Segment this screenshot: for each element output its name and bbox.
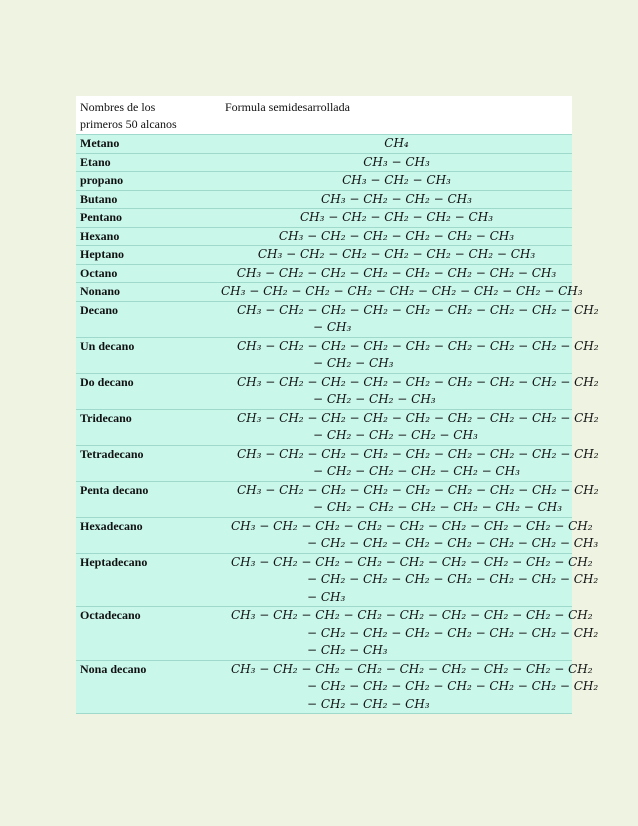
header-name-column xyxy=(76,96,217,135)
table-header-row xyxy=(76,96,572,135)
alkane-name: propano xyxy=(76,172,217,191)
formula-line: − CH₃ xyxy=(313,320,352,334)
table-row xyxy=(76,172,572,191)
formula-line: CH₃ − CH₂ − CH₂ − CH₂ − CH₂ − CH₂ − CH₂ − CH₂ − CH₂ xyxy=(237,410,599,425)
formula-line: − CH₂ − CH₃ xyxy=(307,643,388,657)
alkane-name: Hexadecano xyxy=(76,517,217,553)
formula-line: CH₄ xyxy=(384,136,409,150)
semi-developed-formula xyxy=(217,409,599,445)
formula-line: CH₃ − CH₂ − CH₂ − CH₂ − CH₂ − CH₂ − CH₂ − CH₂ − CH₂ xyxy=(231,554,593,569)
formula-line: − CH₂ − CH₂ − CH₂ − CH₂ − CH₃ xyxy=(313,464,520,478)
formula-line: − CH₂ − CH₂ − CH₂ − CH₂ − CH₂ − CH₂ − CH₂ xyxy=(307,625,599,640)
alkane-name: Decano xyxy=(76,301,217,337)
semi-developed-formula xyxy=(217,660,599,714)
alkane-name: Nona decano xyxy=(76,660,217,714)
alkane-name: Heptano xyxy=(76,246,217,265)
table-row xyxy=(76,607,572,661)
semi-developed-formula xyxy=(217,190,572,209)
semi-developed-formula xyxy=(217,481,599,517)
semi-developed-formula xyxy=(217,264,572,283)
formula-line: − CH₂ − CH₂ − CH₂ − CH₂ − CH₂ − CH₃ xyxy=(313,500,563,514)
formula-line: CH₃ − CH₂ − CH₂ − CH₂ − CH₂ − CH₂ − CH₂ − CH₂ − CH₂ xyxy=(237,446,599,461)
table-row xyxy=(76,660,572,714)
table-row xyxy=(76,153,572,172)
alkane-name: Penta decano xyxy=(76,481,217,517)
alkane-name: Metano xyxy=(76,135,217,154)
alkane-name: Octano xyxy=(76,264,217,283)
alkane-name: Un decano xyxy=(76,337,217,373)
formula-line: CH₃ − CH₂ − CH₂ − CH₂ − CH₂ − CH₂ − CH₂ − CH₂ − CH₂ xyxy=(237,338,599,353)
formula-line: − CH₂ − CH₂ − CH₂ − CH₂ − CH₂ − CH₂ − CH₂ xyxy=(307,679,599,693)
alkane-name: Butano xyxy=(76,190,217,209)
semi-developed-formula xyxy=(217,301,599,337)
formula-line: CH₃ − CH₂ − CH₂ − CH₂ − CH₂ − CH₂ − CH₃ xyxy=(257,247,536,261)
table-row xyxy=(76,264,572,283)
alkane-name: Octadecano xyxy=(76,607,217,661)
formula-line: CH₃ − CH₂ − CH₂ − CH₂ − CH₂ − CH₂ − CH₂ − CH₂ − CH₂ xyxy=(237,374,599,389)
formula-line: − CH₂ − CH₃ xyxy=(313,356,394,370)
table-row xyxy=(76,209,572,228)
alkane-name: Hexano xyxy=(76,227,217,246)
semi-developed-formula xyxy=(217,517,599,553)
table-row xyxy=(76,445,572,481)
formula-line: CH₃ − CH₂ − CH₂ − CH₂ − CH₃ xyxy=(299,210,494,224)
formula-line: CH₃ − CH₂ − CH₃ xyxy=(342,173,451,187)
semi-developed-formula xyxy=(217,445,599,481)
formula-line: CH₃ − CH₂ − CH₂ − CH₂ − CH₂ − CH₂ − CH₂ − CH₂ − CH₂ xyxy=(237,302,599,317)
formula-line: − CH₂ − CH₂ − CH₃ xyxy=(313,392,436,406)
formula-line: − CH₂ − CH₂ − CH₂ − CH₃ xyxy=(313,428,478,442)
semi-developed-formula xyxy=(217,135,572,154)
formula-line: CH₃ − CH₂ − CH₂ − CH₂ − CH₂ − CH₂ − CH₂ − CH₂ − CH₂ xyxy=(231,518,593,533)
formula-line: − CH₂ − CH₂ − CH₂ − CH₂ − CH₂ − CH₂ − CH₂ xyxy=(307,572,599,586)
semi-developed-formula xyxy=(217,209,572,228)
alkane-name: Pentano xyxy=(76,209,217,228)
table-row xyxy=(76,190,572,209)
formula-line: CH₃ − CH₂ − CH₂ − CH₂ − CH₂ − CH₂ − CH₂ − CH₂ − CH₃ xyxy=(221,284,583,298)
table-row xyxy=(76,135,572,154)
table-row xyxy=(76,553,572,607)
formula-line: CH₃ − CH₃ xyxy=(363,154,430,169)
formula-line: CH₃ − CH₂ − CH₂ − CH₃ xyxy=(321,191,472,206)
alkane-name: Tetradecano xyxy=(76,445,217,481)
formula-line: CH₃ − CH₂ − CH₂ − CH₂ − CH₂ − CH₂ − CH₂ − CH₂ − CH₂ xyxy=(237,482,599,497)
table-row xyxy=(76,517,572,553)
header-formula-column: Formula semidesarrollada xyxy=(217,96,572,135)
semi-developed-formula xyxy=(217,553,599,607)
table-row xyxy=(76,409,572,445)
header-name-line2: primeros 50 alcanos xyxy=(80,117,177,131)
alkane-name: Nonano xyxy=(76,283,217,302)
alkane-name: Do decano xyxy=(76,373,217,409)
header-name-line1: Nombres de los xyxy=(80,100,156,114)
table-row xyxy=(76,337,572,373)
alkane-name: Tridecano xyxy=(76,409,217,445)
table-row xyxy=(76,246,572,265)
table-row xyxy=(76,301,572,337)
table-row xyxy=(76,481,572,517)
semi-developed-formula xyxy=(217,246,572,265)
formula-line: CH₃ − CH₂ − CH₂ − CH₂ − CH₂ − CH₂ − CH₂ − CH₂ − CH₂ xyxy=(231,661,593,676)
alkanes-table xyxy=(76,96,599,714)
semi-developed-formula xyxy=(217,337,599,373)
formula-line: CH₃ − CH₂ − CH₂ − CH₂ − CH₂ − CH₂ − CH₂ − CH₂ − CH₂ xyxy=(231,608,593,622)
semi-developed-formula xyxy=(217,153,572,172)
alkane-name: Heptadecano xyxy=(76,553,217,607)
semi-developed-formula xyxy=(217,227,572,246)
formula-line: CH₃ − CH₂ − CH₂ − CH₂ − CH₂ − CH₂ − CH₂ − CH₃ xyxy=(236,265,557,280)
semi-developed-formula xyxy=(217,607,599,661)
alkane-name: Etano xyxy=(76,153,217,172)
semi-developed-formula xyxy=(217,283,583,302)
table-row xyxy=(76,227,572,246)
semi-developed-formula xyxy=(217,172,572,191)
table-row xyxy=(76,373,572,409)
formula-line: − CH₂ − CH₂ − CH₂ − CH₂ − CH₂ − CH₂ − CH₃ xyxy=(307,536,599,550)
formula-line: − CH₃ xyxy=(307,589,346,604)
table-row xyxy=(76,283,572,302)
formula-line: − CH₂ − CH₂ − CH₃ xyxy=(307,696,430,711)
formula-line: CH₃ − CH₂ − CH₂ − CH₂ − CH₂ − CH₃ xyxy=(278,228,515,243)
semi-developed-formula xyxy=(217,373,599,409)
